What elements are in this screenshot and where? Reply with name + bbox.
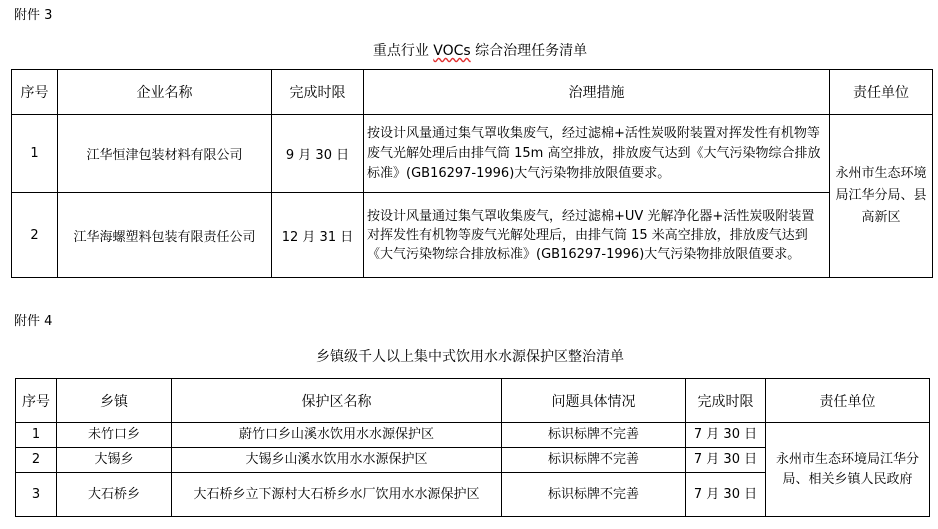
row-issue: 标识标牌不完善: [502, 448, 686, 473]
row-no: 2: [16, 448, 57, 473]
row-no: 1: [16, 423, 57, 448]
header-township: 乡镇: [57, 379, 172, 423]
row-no: 1: [12, 115, 58, 193]
annex3-label: 附件 3: [14, 8, 53, 23]
table-row: [16, 423, 930, 448]
row-company: 江华海螺塑料包装有限责任公司: [58, 193, 272, 278]
row-measures: 按设计风量通过集气罩收集废气，经过滤棉+活性炭吸附装置对挥发性有机物等废气光解处理后由排气筒 15m 高空排放，排放废气达到《大气污染物综合排放标准》(GB16297-1996)大气污染物排放限值要求。: [364, 115, 830, 193]
annex4-table: [15, 378, 930, 517]
row-township: 未竹口乡: [57, 423, 172, 448]
row-issue: 标识标牌不完善: [502, 473, 686, 517]
header-company: 企业名称: [58, 70, 272, 115]
row-township: 大石桥乡: [57, 473, 172, 517]
row-deadline: 12 月 31 日: [272, 193, 364, 278]
row-zone: 大锡乡山溪水饮用水水源保护区: [172, 448, 502, 473]
row-township: 大锡乡: [57, 448, 172, 473]
row-issue: 标识标牌不完善: [502, 423, 686, 448]
header-no: 序号: [12, 70, 58, 115]
header-deadline: 完成时限: [686, 379, 766, 423]
row-deadline: 7 月 30 日: [686, 473, 766, 517]
header-no: 序号: [16, 379, 57, 423]
annex3-title-suffix: 综合治理任务清单: [470, 43, 588, 59]
row-no: 2: [12, 193, 58, 278]
row-deadline: 7 月 30 日: [686, 423, 766, 448]
row-zone: 蔚竹口乡山溪水饮用水水源保护区: [172, 423, 502, 448]
row-company: 江华恒津包装材料有限公司: [58, 115, 272, 193]
annex3-title-prefix: 重点行业: [372, 43, 434, 59]
annex4-label: 附件 4: [14, 314, 53, 329]
header-unit: 责任单位: [830, 70, 933, 115]
row-no: 3: [16, 473, 57, 517]
header-zone: 保护区名称: [172, 379, 502, 423]
annex3-title-vocs: VOCs: [433, 43, 471, 59]
row-zone: 大石桥乡立下源村大石桥乡水厂饮用水水源保护区: [172, 473, 502, 517]
header-issue: 问题具体情况: [502, 379, 686, 423]
annex3-title: [300, 40, 660, 60]
table-row: [12, 115, 933, 193]
annex4-title: 乡镇级千人以上集中式饮用水水源保护区整治清单: [316, 349, 624, 365]
annex3-table: [11, 69, 933, 278]
row-deadline: 9 月 30 日: [272, 115, 364, 193]
responsible-unit: 永州市生态环境局江华分局、县高新区: [830, 115, 933, 278]
row-measures: 按设计风量通过集气罩收集废气，经过滤棉+UV 光解净化器+活性炭吸附装置对挥发性有机物等废气光解处理后，由排气筒 15 米高空排放，排放废气达到《大气污染物综合排放标准》(GB16297-1996)大气污染物排放限值要求。: [364, 193, 830, 278]
responsible-unit: 永州市生态环境局江华分局、相关乡镇人民政府: [766, 423, 930, 517]
row-deadline: 7 月 30 日: [686, 448, 766, 473]
header-unit: 责任单位: [766, 379, 930, 423]
table-row: [12, 193, 933, 278]
header-deadline: 完成时限: [272, 70, 364, 115]
table-header-row: [12, 70, 933, 115]
table-header-row: [16, 379, 930, 423]
header-measures: 治理措施: [364, 70, 830, 115]
